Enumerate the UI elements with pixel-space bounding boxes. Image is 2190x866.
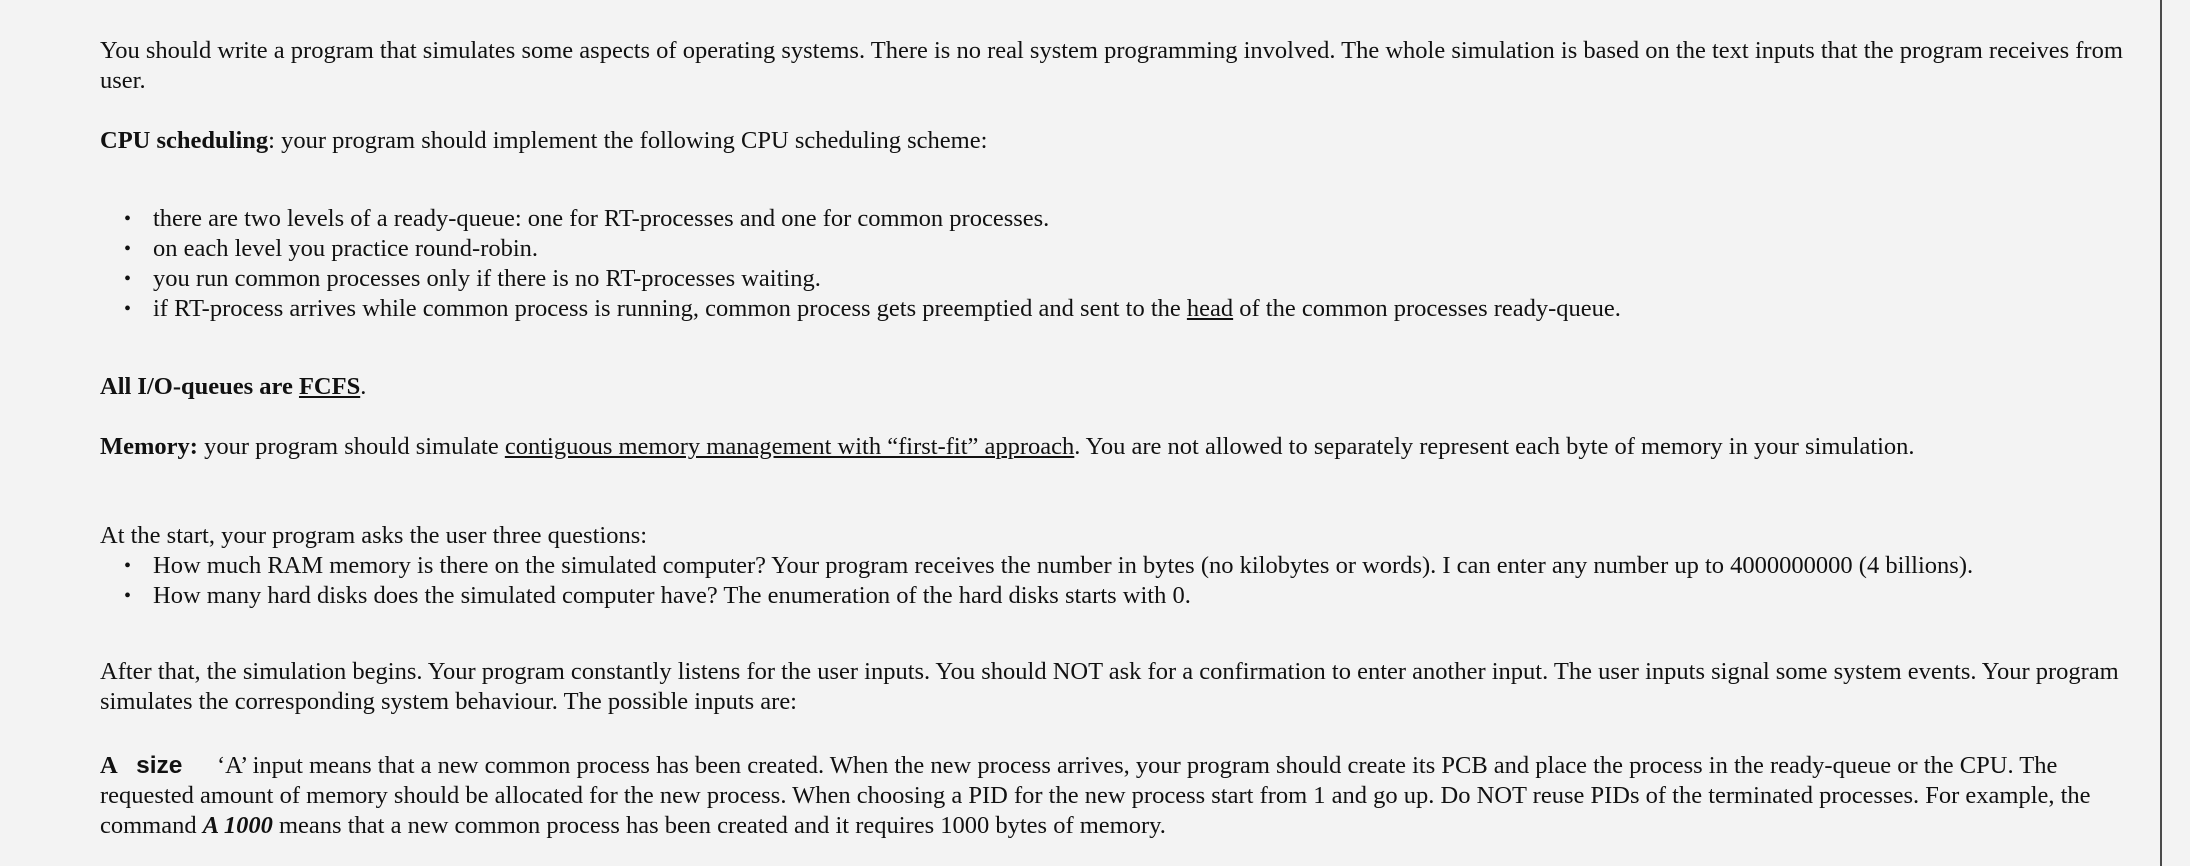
start-paragraph: At the start, your program asks the user three questions: [100, 522, 648, 549]
command-a-letter: A [100, 752, 118, 779]
list-item-text: if RT-process arrives while common process is running, common process gets preemptied and sent to the [153, 295, 1187, 322]
io-queues-period: . [360, 373, 367, 400]
underlined-term-fcfs: FCFS [298, 373, 361, 400]
list-item-text-end: of the common processes ready-queue. [1233, 295, 1621, 322]
command-a-text-end: means that a new common process has been created and it requires 1000 bytes of memory. [272, 812, 1166, 839]
io-queues-paragraph [100, 372, 2130, 402]
cpu-scheduling-heading: CPU scheduling [100, 127, 269, 154]
io-queues-label: All I/O-queues are [100, 373, 299, 400]
list-item: • you run common processes only if there is no RT-processes waiting. [100, 264, 2130, 294]
list-item [100, 294, 2130, 324]
after-paragraph: After that, the simulation begins. Your program constantly listens for the user inputs. You should NOT ask for a confirmation to enter another input. The user inputs signal some system events. Your program simulates the corresponding system behaviour. The possible inputs are: [100, 658, 2119, 715]
memory-paragraph [100, 432, 2130, 462]
list-item: • on each level you practice round-robin. [100, 234, 2130, 264]
io-queues-heading [100, 373, 360, 400]
command-a-text: ‘A’ input means that a new common process has been created. When the new process arrives, your program should create its PCB and place the process in the ready-queue or the CPU. The requested amount of memory should be allocated for the new process. When choosing a PID for the new process start from 1 and go up. Do NOT reuse PIDs of the terminated processes. For example, the command [100, 752, 2091, 839]
memory-text-end: . You are not allowed to separately represent each byte of memory in your simulation. [1074, 433, 1915, 460]
cpu-scheduling-list [100, 204, 2130, 324]
cpu-scheduling-text: : your program should implement the following CPU scheduling scheme: [268, 127, 988, 154]
intro-paragraph: You should write a program that simulates some aspects of operating systems. There is no real system programming involved. The whole simulation is based on the text inputs that the program receives from user. [100, 37, 2123, 94]
list-item: • there are two levels of a ready-queue: one for RT-processes and one for common processes. [100, 204, 2130, 234]
list-item: • How many hard disks does the simulated computer have? The enumeration of the hard disks starts with 0. [100, 581, 2130, 611]
memory-text: your program should simulate [197, 433, 505, 460]
command-a-paragraph [100, 751, 2130, 841]
cpu-scheduling-paragraph [100, 126, 2130, 156]
underlined-term-head: head [1186, 295, 1234, 322]
command-a-signature [100, 751, 217, 781]
memory-heading: Memory: [100, 433, 198, 460]
command-a-argument: size [136, 752, 183, 779]
command-a-example: A 1000 [202, 812, 273, 839]
page-edge-divider [2160, 0, 2162, 866]
underlined-term-first-fit: contiguous memory management with “first-fit” approach [504, 433, 1075, 460]
list-item: • How much RAM memory is there on the simulated computer? Your program receives the number in bytes (no kilobytes or words). I can enter any number up to 4000000000 (4 billions). [100, 551, 2130, 581]
start-questions-list [100, 551, 2130, 611]
